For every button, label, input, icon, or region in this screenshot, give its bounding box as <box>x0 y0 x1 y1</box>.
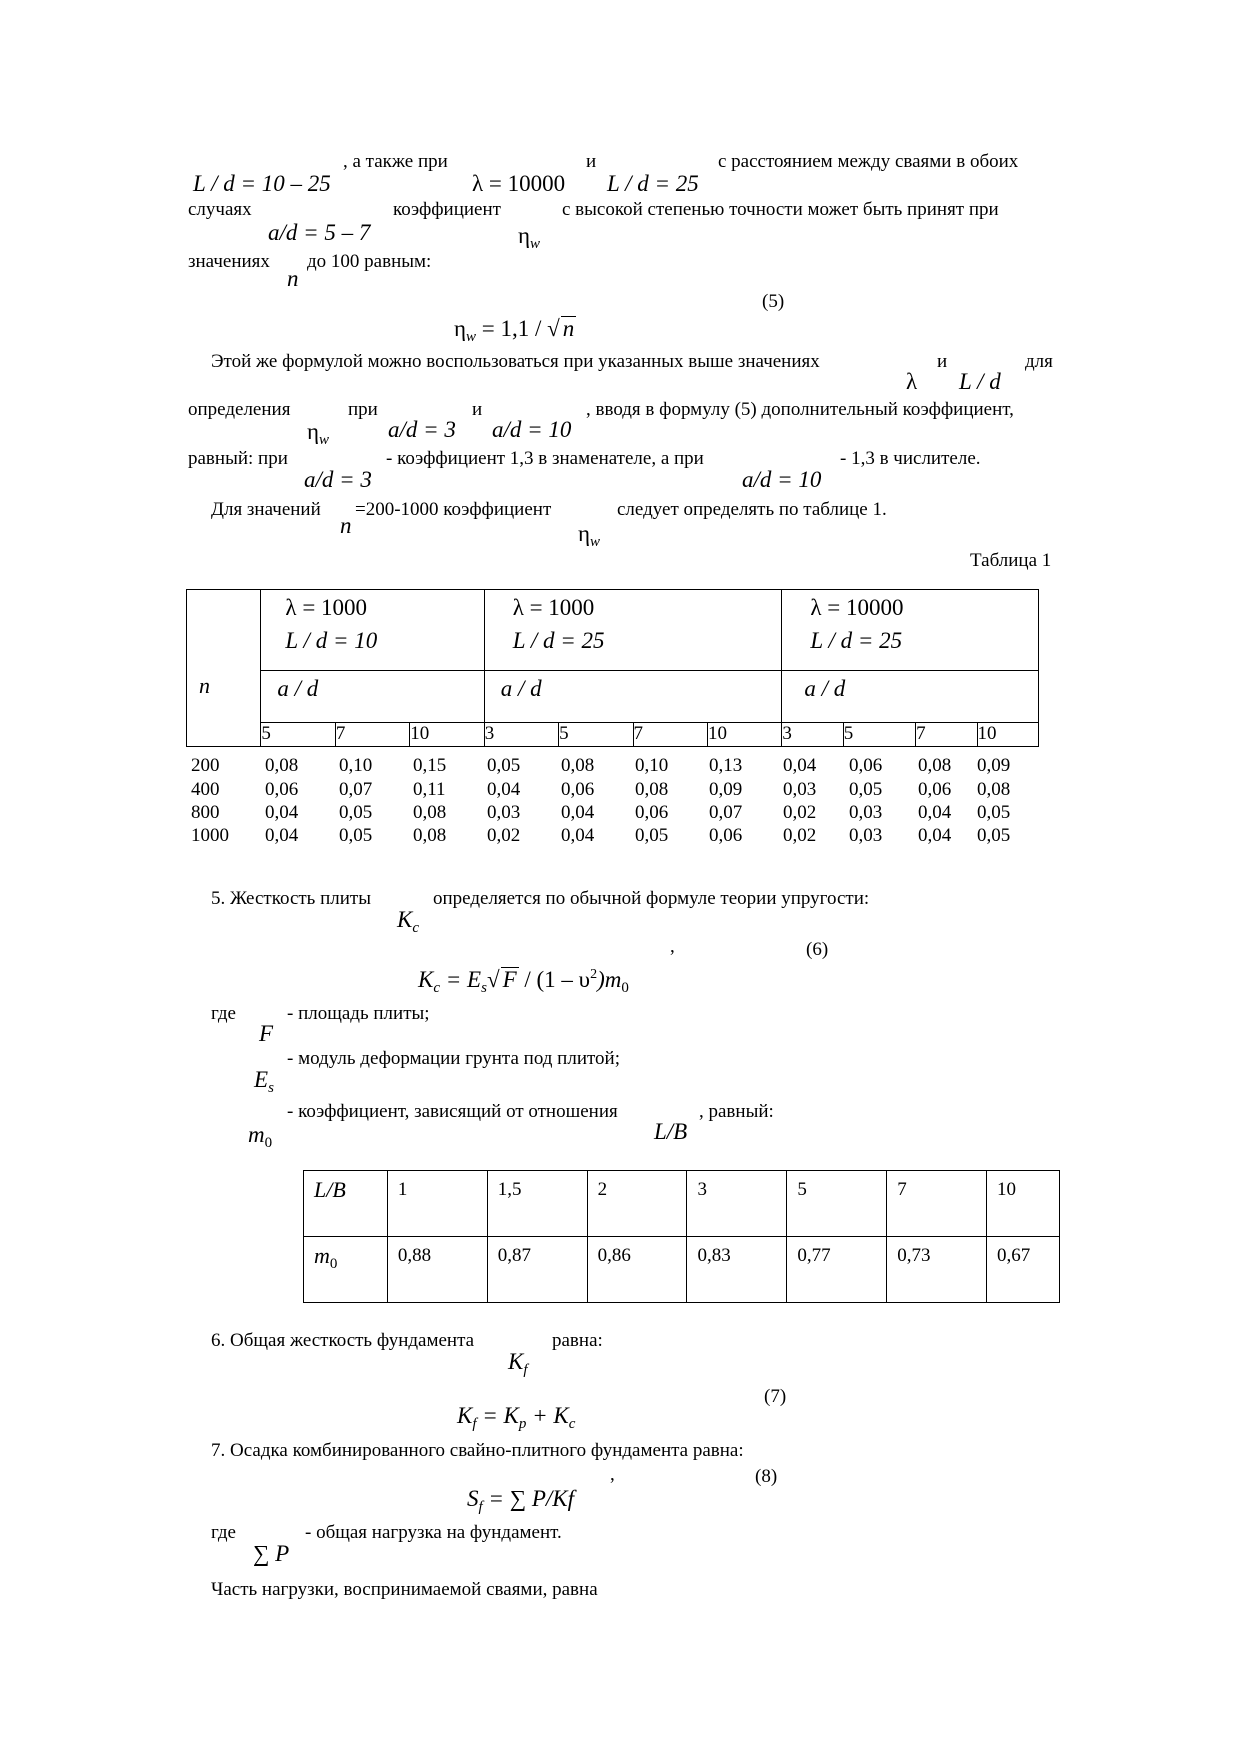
table1-cell: 0,05 <box>977 825 1011 846</box>
formula-8-rhs: = ∑ P/Kf <box>482 1486 575 1511</box>
table1-cell: 0,04 <box>265 802 299 823</box>
table1-group1-lambda: λ = 1000 <box>285 595 368 620</box>
table1-row-label: 400 <box>191 779 220 800</box>
para2-text-8: равный: при <box>188 448 288 469</box>
symbol-kc: $K_c$ <box>397 907 420 936</box>
eta-symbol-3: η <box>578 521 591 546</box>
table1-group2-ad-cell <box>484 671 782 723</box>
symbol-n: n <box>287 266 299 291</box>
eta-symbol: η <box>518 223 531 248</box>
sec7-where: где <box>211 1522 236 1543</box>
table1-cell: 0,05 <box>635 825 669 846</box>
para1-text-3: с расстоянием между сваями в обоих <box>718 151 1019 172</box>
table1-cell: 0,04 <box>918 825 952 846</box>
formula-ld-range: L / d = 10 – 25 <box>193 171 331 196</box>
table1-cell: 0,05 <box>339 825 373 846</box>
formula-ad-range: a/d = 5 – 7 <box>268 220 371 245</box>
table1-cell: 0,05 <box>339 802 373 823</box>
table1-cell: 0,06 <box>709 825 743 846</box>
sec5-where: где <box>211 1003 236 1024</box>
table1-cell: 0,04 <box>918 802 952 823</box>
table1-cell: 0,04 <box>561 802 595 823</box>
table2-lb-cell: 10 <box>987 1171 1060 1237</box>
var-sum-p: ∑ P <box>253 1541 290 1566</box>
table2-header-lb: L/B <box>314 1177 346 1202</box>
table1-col-header: 10 <box>977 723 1038 747</box>
para2-text-13: следует определять по таблице 1. <box>617 499 887 520</box>
sec5-desc-3b: , равный: <box>699 1101 774 1122</box>
table1-cell: 0,03 <box>849 802 883 823</box>
table1-cell: 0,10 <box>635 755 669 776</box>
table1-cell: 0,06 <box>561 779 595 800</box>
sec6-text-2: равна: <box>552 1330 603 1351</box>
table1-row-label: 200 <box>191 755 220 776</box>
table1-group1-head <box>261 590 484 671</box>
table1-col-header: 7 <box>916 723 977 747</box>
table2-lb-cell: 3 <box>687 1171 787 1237</box>
table1-cell: 0,07 <box>709 802 743 823</box>
table1-col-header: 5 <box>559 723 633 747</box>
sec5-text-1: 5. Жесткость плиты <box>211 888 371 909</box>
table1-col-header: 5 <box>261 723 335 747</box>
table2-lb-cell: 2 <box>587 1171 687 1237</box>
formula-lambda-10000: λ = 10000 <box>472 171 566 196</box>
para2-text-11: Для значений <box>211 499 321 520</box>
sec5-text-2: определяется по обычной формуле теории упругости: <box>433 888 870 909</box>
sec5-desc-1: - площадь плиты; <box>287 1003 430 1024</box>
table1-row-header-cell <box>187 590 261 747</box>
table2-lb-cell: 5 <box>787 1171 887 1237</box>
sec7-last: Часть нагрузки, воспринимаемой сваями, равна <box>211 1579 598 1600</box>
var-Es-e: E <box>254 1067 269 1092</box>
symbol-eta-w: $\eta_w$ <box>518 223 541 252</box>
var-F: F <box>259 1021 274 1046</box>
table1-cell: 0,08 <box>561 755 595 776</box>
formula-ad-10: a/d = 10 <box>492 417 572 442</box>
para1-text-8: до 100 равным: <box>307 251 432 272</box>
formula-6-rest: / (1 – υ <box>518 967 591 992</box>
table1-cell: 0,08 <box>265 755 299 776</box>
formula-5-rhs: = 1,1 / <box>481 316 548 341</box>
formula-8: $S_f$ = ∑ P/Kf <box>467 1486 575 1515</box>
table1-row-label: 1000 <box>191 825 229 846</box>
symbol-lambda: λ <box>906 369 918 394</box>
sec7-text-1: 7. Осадка комбинированного свайно-плитного фундамента равна: <box>211 1440 744 1461</box>
table1-cell: 0,02 <box>487 825 521 846</box>
formula-7-kp: = K <box>476 1403 519 1428</box>
table2 <box>303 1170 1060 1303</box>
table1-group3-lambda: λ = 10000 <box>810 595 904 620</box>
table1-col-header: 3 <box>484 723 558 747</box>
table2-m0-cell: 0,73 <box>887 1237 987 1303</box>
formula-5: $\eta_w = 1,1$ / √ n <box>454 316 575 345</box>
para2-text-12: =200-1000 коэффициент <box>355 499 552 520</box>
table1-group3-ld: L / d = 25 <box>810 628 903 653</box>
table1-cell: 0,08 <box>977 779 1011 800</box>
symbol-eta-w-2: $\eta_w$ <box>307 419 330 448</box>
var-Es: $E_s$ <box>254 1067 274 1096</box>
formula-7-number: (7) <box>764 1386 787 1407</box>
table1-cell: 0,02 <box>783 825 817 846</box>
formula-ad-3: a/d = 3 <box>388 417 456 442</box>
table1-group2-lambda: λ = 1000 <box>512 595 595 620</box>
table1-row-header: n <box>199 673 210 698</box>
table1-cell: 0,06 <box>265 779 299 800</box>
table1-cell: 0,13 <box>709 755 743 776</box>
table2-lb-cell: 7 <box>887 1171 987 1237</box>
formula-6: $K_c = E_s√$ F / $(1 - \upsilon^2)m_0$ <box>418 967 629 996</box>
var-m0-m: m <box>248 1122 265 1147</box>
eta-symbol-2: η <box>307 419 320 444</box>
formula-7-kf: K <box>457 1403 473 1428</box>
para1-text-2: и <box>586 151 597 172</box>
table1-cell: 0,03 <box>783 779 817 800</box>
symbol-kf: $K_f$ <box>508 1349 528 1378</box>
formula-ld-25: L / d = 25 <box>607 171 699 196</box>
table1-cell: 0,02 <box>783 802 817 823</box>
table1-cell: 0,09 <box>977 755 1011 776</box>
table1-cell: 0,04 <box>561 825 595 846</box>
table1-col-header: 3 <box>782 723 843 747</box>
table1-cell: 0,06 <box>918 779 952 800</box>
table1-cell: 0,04 <box>265 825 299 846</box>
para1-text-7: значениях <box>188 251 270 272</box>
table2-m0-cell: 0,88 <box>387 1237 487 1303</box>
table2-m0-cell: 0,83 <box>687 1237 787 1303</box>
formula-8-comma: , <box>610 1464 615 1485</box>
symbol-kf-k: K <box>508 1349 524 1374</box>
formula-8-s: S <box>467 1486 479 1511</box>
table1-cell: 0,05 <box>977 802 1011 823</box>
table1-cell: 0,06 <box>635 802 669 823</box>
table2-m0-cell: 0,87 <box>487 1237 587 1303</box>
table1-cell: 0,10 <box>339 755 373 776</box>
table1-row-label: 800 <box>191 802 220 823</box>
table2-lb-cell: 1 <box>387 1171 487 1237</box>
table1-cell: 0,06 <box>849 755 883 776</box>
formula-7-kc: + K <box>526 1403 569 1428</box>
formula-8-number: (8) <box>755 1466 778 1487</box>
table1-col-header: 7 <box>633 723 707 747</box>
para1-text-5: коэффициент <box>393 199 501 220</box>
table1-group1-ad-cell <box>261 671 484 723</box>
table2-m0-cell: 0,77 <box>787 1237 887 1303</box>
para2-text-2: и <box>937 351 948 372</box>
table1-cell: 0,11 <box>413 779 446 800</box>
formula-ld: L / d <box>959 369 1001 394</box>
para1-text-6: с высокой степенью точности может быть принят при <box>562 199 999 220</box>
para2-text-6: и <box>472 399 483 420</box>
symbol-eta-w-3: $\eta_w$ <box>578 521 601 550</box>
table2-lb-cell: 1,5 <box>487 1171 587 1237</box>
table1-col-header: 10 <box>410 723 484 747</box>
table1-group2-head <box>484 590 782 671</box>
formula-ad-3-b: a/d = 3 <box>304 467 372 492</box>
table1-group2-ad: a / d <box>500 676 542 701</box>
table1-group1-ld: L / d = 10 <box>285 628 378 653</box>
table1-cell: 0,05 <box>487 755 521 776</box>
para2-text-4: определения <box>188 399 291 420</box>
table1-cell: 0,15 <box>413 755 447 776</box>
para2-text-7: , вводя в формулу (5) дополнительный коэффициент, <box>586 399 1014 420</box>
table1-group3-ad: a / d <box>804 676 846 701</box>
table1-cell: 0,04 <box>487 779 521 800</box>
formula-5-number: (5) <box>762 291 785 312</box>
para2-text-1: Этой же формулой можно воспользоваться при указанных выше значениях <box>211 351 820 372</box>
table1-group3-ad-cell <box>782 671 1039 723</box>
table1-cell: 0,08 <box>918 755 952 776</box>
sec5-desc-3: - коэффициент, зависящий от отношения <box>287 1101 618 1122</box>
table1-cell: 0,03 <box>849 825 883 846</box>
table2-header-m0-cell: $m_0$ <box>304 1237 388 1303</box>
table1-cell: 0,09 <box>709 779 743 800</box>
table1-group1-ad: a / d <box>277 676 319 701</box>
sec6-text-1: 6. Общая жесткость фундамента <box>211 1330 475 1351</box>
table2-m0-cell: 0,86 <box>587 1237 687 1303</box>
table1-group2-ld: L / d = 25 <box>512 628 605 653</box>
formula-6-close: )m <box>597 967 622 992</box>
var-m0: $m_0$ <box>248 1122 273 1151</box>
table1-cell: 0,08 <box>413 802 447 823</box>
formula-5-radicand: n <box>562 316 575 341</box>
table2-header-m0: m <box>314 1243 330 1268</box>
table2-m0-cell: 0,67 <box>987 1237 1060 1303</box>
table1-cell: 0,07 <box>339 779 373 800</box>
formula-6-eq: = E <box>440 967 482 992</box>
table1-cell: 0,04 <box>783 755 817 776</box>
sec5-desc-2: - модуль деформации грунта под плитой; <box>287 1048 621 1069</box>
para2-text-5: при <box>348 399 378 420</box>
formula-6-radicand: F <box>502 967 517 992</box>
symbol-n-2: n <box>340 513 352 538</box>
formula-ad-10-b: a/d = 10 <box>742 467 822 492</box>
table2-header-lb-cell <box>304 1171 388 1237</box>
formula-7: $K_f = K_p + K_c$ <box>457 1403 576 1432</box>
table1-group3-head <box>782 590 1039 671</box>
formula-lb: L/B <box>654 1119 688 1144</box>
table1-cell: 0,08 <box>635 779 669 800</box>
table1-header <box>186 589 1039 747</box>
table1-cell: 0,03 <box>487 802 521 823</box>
formula-6-number: (6) <box>806 939 829 960</box>
formula-5-eta: η <box>454 316 467 341</box>
para2-text-9: - коэффициент 1,3 в знаменателе, а при <box>386 448 704 469</box>
table1-cell: 0,05 <box>849 779 883 800</box>
formula-6-k: K <box>418 967 434 992</box>
table1-col-header: 10 <box>707 723 781 747</box>
table1-col-header: 7 <box>335 723 409 747</box>
para1-text-4: случаях <box>188 199 252 220</box>
table1-caption: Таблица 1 <box>970 550 1052 571</box>
symbol-kc-k: K <box>397 907 413 932</box>
formula-6-comma: , <box>670 936 675 957</box>
para1-text-1: , а также при <box>343 151 448 172</box>
table1-col-header: 5 <box>843 723 915 747</box>
sec7-desc-1: - общая нагрузка на фундамент. <box>305 1522 562 1543</box>
para2-text-3: для <box>1025 351 1053 372</box>
table1-cell: 0,08 <box>413 825 447 846</box>
para2-text-10: - 1,3 в числителе. <box>840 448 981 469</box>
